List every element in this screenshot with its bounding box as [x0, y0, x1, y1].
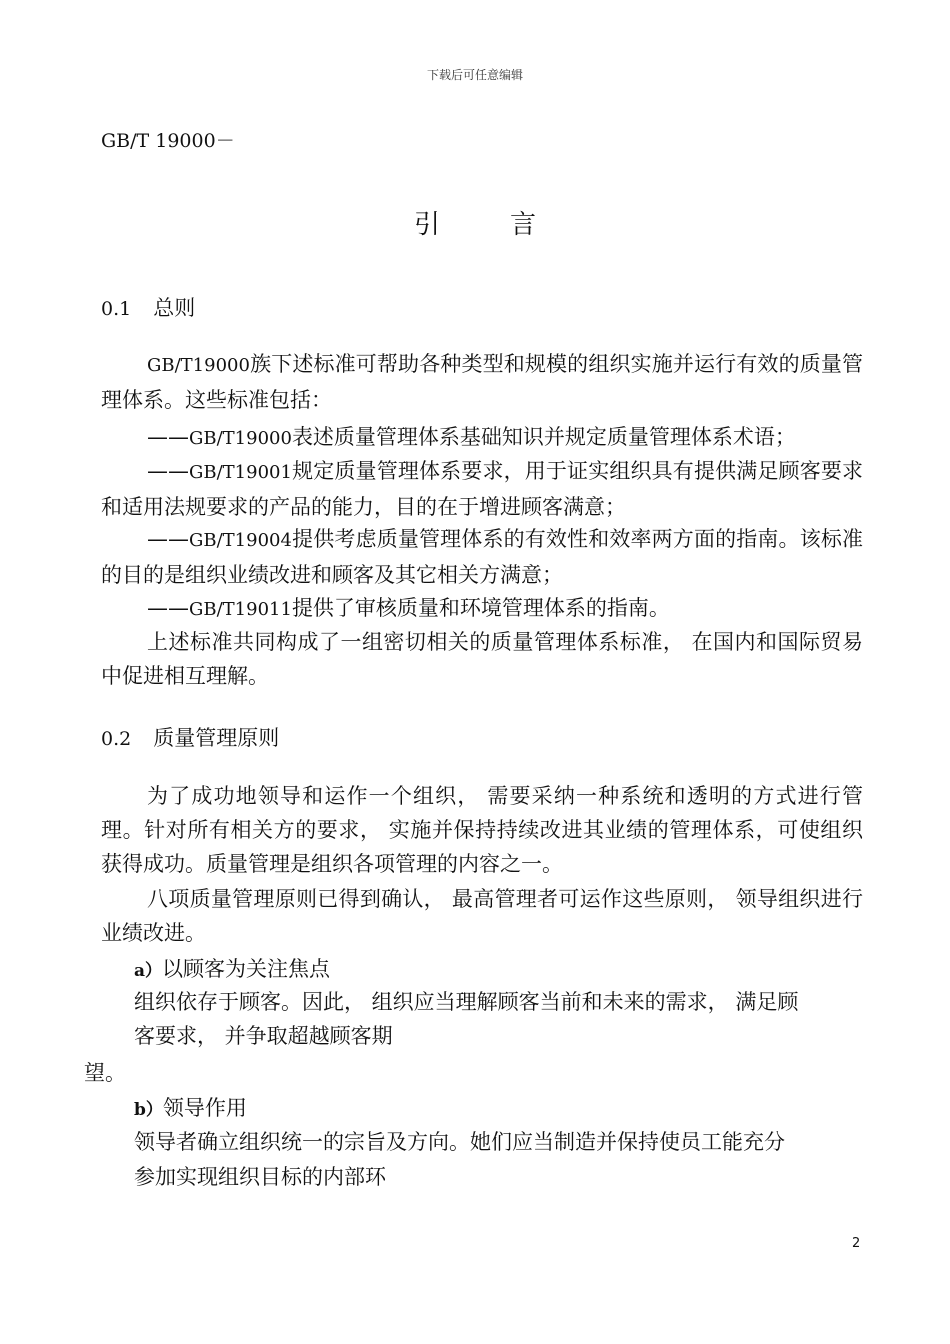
- list-item-19011: [101, 591, 863, 627]
- page-number: 2: [852, 1236, 861, 1251]
- title-char-2: 言: [510, 210, 537, 240]
- section-label: 质量管理原则: [153, 726, 280, 750]
- principle-marker: a）: [134, 961, 163, 981]
- section-number: 0.2: [101, 728, 132, 750]
- item-text: 表述质量管理体系基础知识并规定质量管理体系术语；: [291, 425, 796, 449]
- principle-a-heading: [134, 953, 330, 983]
- title-char-1: 引: [413, 210, 440, 240]
- standard-code: GB/T19001: [189, 462, 292, 483]
- principle-b-line-2: 参加实现组织目标的内部环: [134, 1165, 386, 1189]
- dash: ——: [147, 425, 189, 449]
- section-heading-0-1: [101, 292, 195, 322]
- paragraph-intro: [101, 347, 863, 417]
- principle-b-line-1: 领导者确立组织统一的宗旨及方向。她们应当制造并保持使员工能充分: [134, 1130, 785, 1154]
- paragraph-summary: 上述标准共同构成了一组密切相关的质量管理体系标准， 在国内和国际贸易中促进相互理解。: [101, 630, 863, 688]
- section-number: 0.1: [101, 298, 132, 320]
- dash: ——: [147, 459, 189, 483]
- standard-code: GB/T19000: [147, 355, 250, 376]
- page-header-note: 下载后可任意编辑: [426, 68, 523, 82]
- principle-a-line-2: 客要求， 并争取超越顾客期: [134, 1024, 393, 1048]
- principle-a-line-1: 组织依存于顾客。因此， 组织应当理解顾客当前和未来的需求， 满足顾: [134, 990, 799, 1014]
- principle-a-line-3: 望。: [84, 1061, 126, 1085]
- section-label: 总则: [153, 296, 196, 320]
- page-title: [0, 204, 950, 241]
- standard-code: GB/T19011: [189, 599, 292, 620]
- paragraph-eight-principles: 八项质量管理原则已得到确认， 最高管理者可运作这些原则， 领导组织进行业绩改进。: [101, 887, 863, 945]
- standard-code: GB/T19004: [189, 530, 292, 551]
- principle-marker: b）: [134, 1100, 163, 1120]
- list-item-19001: [101, 454, 863, 524]
- standard-code: GB/T19000: [189, 428, 292, 449]
- principle-label: 领导作用: [162, 1096, 247, 1120]
- principle-label: 以顾客为关注焦点: [162, 957, 331, 981]
- list-item-19000: [101, 420, 863, 456]
- paragraph-principles-intro: 为了成功地领导和运作一个组织， 需要采纳一种系统和透明的方式进行管理。针对所有相关方的要求， 实施并保持持续改进其业绩的管理体系，可使组织获得成功。质量管理是组织各项管理的内容之一。: [101, 784, 863, 876]
- item-text: 规定质量管理体系要求，用于证实组织具有提供满足顾客要求和适用法规要求的产品的能力，目的在于增进顾客满意；: [101, 459, 863, 519]
- document-code: GB/T 19000－: [101, 130, 235, 152]
- paragraph-text: 族下述标准可帮助各种类型和规模的组织实施并运行有效的质量管理体系。这些标准包括：: [101, 352, 863, 412]
- principle-b-heading: [134, 1092, 247, 1122]
- item-text: 提供了审核质量和环境管理体系的指南。: [291, 596, 670, 620]
- list-item-19004: [101, 522, 863, 592]
- section-heading-0-2: [101, 722, 279, 752]
- item-text: 提供考虑质量管理体系的有效性和效率两方面的指南。该标准的目的是组织业绩改进和顾客及其它相关方满意；: [101, 527, 863, 587]
- dash: ——: [147, 527, 189, 551]
- dash: ——: [147, 596, 189, 620]
